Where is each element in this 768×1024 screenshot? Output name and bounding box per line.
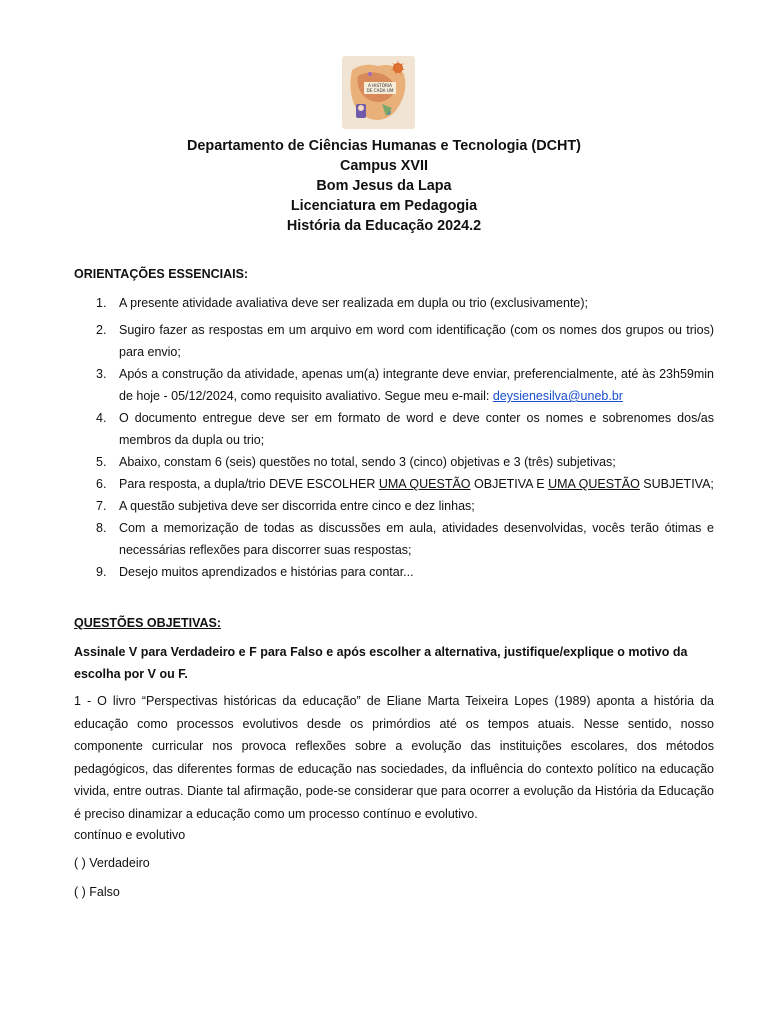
list-text: O documento entregue deve ser em formato de word e deve conter os nomes e sobrenomes dos/as membros da dupla ou trio; [119,411,714,447]
list-number: 9. [96,565,107,579]
header-department: Departamento de Ciências Humanas e Tecnologia (DCHT) [187,138,581,154]
header-city: Bom Jesus da Lapa [316,178,452,194]
list-text: A questão subjetiva deve ser discorrida entre cinco e dez linhas; [119,499,475,513]
list-text: Após a construção da atividade, apenas um(a) integrante deve enviar, preferencialmente, até às 23h59min de hoje - 05/12/2024, como requisito avaliativo. Segue meu e-mail: [119,367,714,403]
list-text: A presente atividade avaliativa deve ser realizada em dupla ou trio (exclusivamente); [119,296,589,310]
underlined-text: UMA QUESTÃO [548,477,640,491]
underlined-text: UMA QUESTÃO [378,477,471,491]
list-text: Abaixo, constam 6 (seis) questões no total, sendo 3 (cinco) objetivas e 3 (três) subjetivas; [119,455,616,469]
objective-questions-title: QUESTÕES OBJETIVAS: [74,616,222,630]
list-number: 6. [96,477,107,491]
list-text: Para resposta, a dupla/trio DEVE ESCOLHER [119,477,379,491]
option-false: ( ) Falso [74,885,120,899]
option-true: ( ) Verdadeiro [74,856,150,870]
list-number: 5. [96,455,107,469]
question-fragment: contínuo e evolutivo [74,828,186,842]
list-item [74,292,714,314]
logo-text-line1: A HISTÓRIA [367,83,393,88]
email-link[interactable]: deysienesilva@uneb.br [492,389,623,403]
list-text: Com a memorização de todas as discussões em aula, atividades desenvolvidas, vocês terão ótimas e necessárias reflexões para discorrer suas respostas; [119,521,714,557]
list-number: 1. [96,296,107,310]
list-number: 2. [96,323,107,337]
header-campus: Campus XVII [340,158,428,174]
list-text: Desejo muitos aprendizados e histórias para contar... [119,565,414,579]
orientations-title: ORIENTAÇÕES ESSENCIAIS: [74,267,249,281]
list-item [74,473,714,495]
list-item [74,561,714,583]
list-text: Sugiro fazer as respostas em um arquivo em word com identificação (com os nomes dos grupos ou trios) para envio; [119,323,714,359]
list-number: 4. [96,411,107,425]
document-header [0,136,768,236]
list-item [74,407,714,451]
list-text: OBJETIVA E [470,477,549,491]
list-number: 7. [96,499,107,513]
list-item [74,451,714,473]
objective-instruction: Assinale V para Verdadeiro e F para Falso e após escolher a alternativa, justifique/explique o motivo da escolha por V ou F. [74,645,688,681]
list-text: SUBJETIVA; [639,477,714,491]
header-course: Licenciatura em Pedagogia [290,198,478,214]
header-subject: História da Educação 2024.2 [286,218,482,234]
logo-text-line2: DE CADA UM [366,88,394,93]
list-item [74,319,714,363]
list-item [74,517,714,561]
list-item [74,495,714,517]
list-number: 3. [96,367,107,381]
list-item [74,363,714,407]
orientations-list [74,292,714,583]
course-logo [342,56,415,129]
list-number: 8. [96,521,107,535]
question-1-text: 1 - O livro “Perspectivas históricas da educação” de Eliane Marta Teixeira Lopes (1989) aponta a história da educação como processos evolutivos desde os primórdios até os tempos atuais. Nesse sentido, nosso componente curricular nos provoca reflexões sobre a evolução das instituições escolares, dos métodos pedagógicos, das diferentes formas de educação nas sociedades, da influência do contexto político na educação vivida, entre outras. Diante tal afirmação, pode-se considerar que para ocorrer a evolução da História da Educação é preciso dinamizar a educação como um processo contínuo e evolutivo. [74,694,714,821]
